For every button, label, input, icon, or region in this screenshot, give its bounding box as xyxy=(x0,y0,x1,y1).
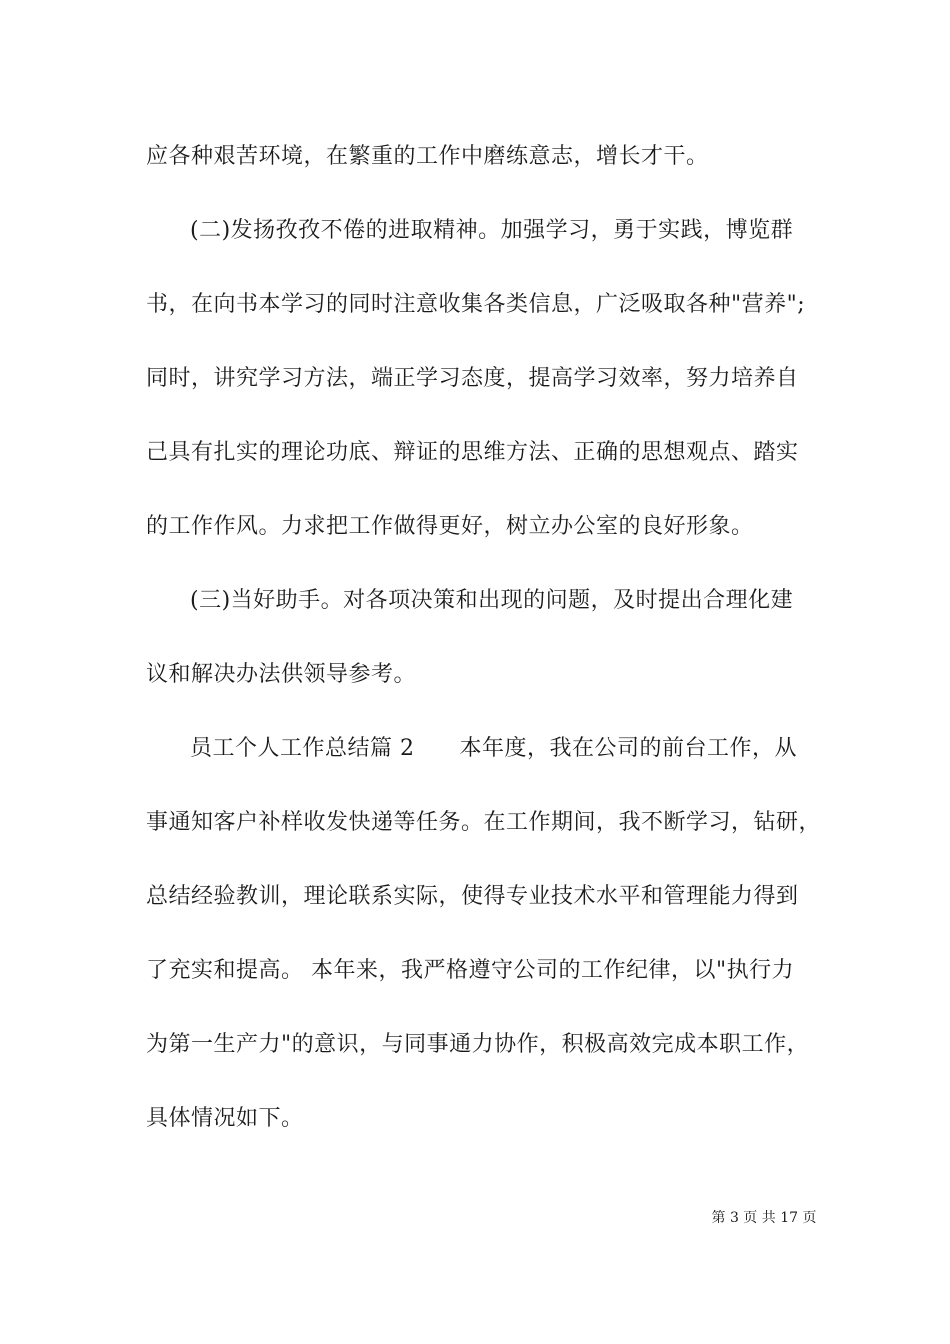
text-line-13: 为第一生产力"的意识，与同事通力协作，积极高效完成本职工作， xyxy=(146,1032,810,1057)
text-line-2: (二)发扬孜孜不倦的进取精神。加强学习，勇于实践，博览群 xyxy=(190,218,794,243)
text-line-9: 员工个人工作总结篇 2 本年度，我在公司的前台工作，从 xyxy=(190,736,797,761)
text-line-4: 同时，讲究学习方法，端正学习态度，提高学习效率，努力培养自 xyxy=(146,366,799,391)
text-line-1: 应各种艰苦环境，在繁重的工作中磨练意志，增长才干。 xyxy=(146,144,709,169)
text-line-5: 己具有扎实的理论功底、辩证的思维方法、正确的思想观点、踏实 xyxy=(146,440,799,465)
text-line-7: (三)当好助手。对各项决策和出现的问题，及时提出合理化建 xyxy=(190,588,794,613)
text-line-3: 书，在向书本学习的同时注意收集各类信息，广泛吸取各种"营养"; xyxy=(146,292,806,317)
text-line-12: 了充实和提高。 本年来，我严格遵守公司的工作纪律，以"执行力 xyxy=(146,958,795,983)
text-line-10: 事通知客户补样收发快递等任务。在工作期间，我不断学习，钻研， xyxy=(146,810,822,835)
text-line-8: 议和解决办法供领导参考。 xyxy=(146,662,417,687)
text-line-14: 具体情况如下。 xyxy=(146,1106,304,1131)
page-footer xyxy=(0,1208,824,1228)
page-number: 第 3 页 共 17 页 xyxy=(711,1210,817,1226)
text-line-6: 的工作作风。力求把工作做得更好，树立办公室的良好形象。 xyxy=(146,514,754,539)
text-line-11: 总结经验教训，理论联系实际，使得专业技术水平和管理能力得到 xyxy=(146,884,799,909)
